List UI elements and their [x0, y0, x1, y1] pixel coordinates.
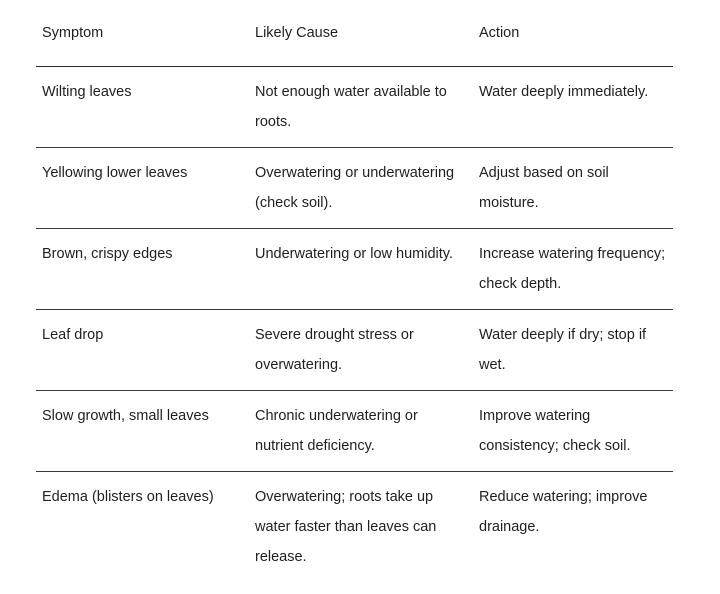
cell-symptom: Wilting leaves — [36, 66, 249, 147]
cell-cause: Overwatering or underwatering (check soil). — [249, 147, 473, 228]
table-header — [36, 0, 673, 66]
header-likely-cause: Likely Cause — [249, 0, 473, 66]
table-row — [36, 228, 673, 309]
cell-action: Adjust based on soil moisture. — [473, 147, 673, 228]
table-row — [36, 66, 673, 147]
cell-action: Water deeply immediately. — [473, 66, 673, 147]
cell-symptom: Yellowing lower leaves — [36, 147, 249, 228]
table-row — [36, 471, 673, 582]
cell-cause: Overwatering; roots take up water faster than leaves can release. — [255, 488, 437, 565]
cell-action: Water deeply if dry; stop if wet. — [473, 309, 673, 390]
cell-cause: Severe drought stress or overwatering. — [249, 309, 473, 390]
cell-cause: Chronic underwatering or nutrient deficiency. — [249, 390, 473, 471]
table-row — [36, 309, 673, 390]
table-body — [36, 66, 673, 582]
cell-cause: Not enough water available to roots. — [249, 66, 473, 147]
header-action: Action — [473, 0, 673, 66]
table-row — [36, 147, 673, 228]
cell-cause: Underwatering or low humidity. — [249, 228, 473, 309]
cell-symptom: Slow growth, small leaves — [36, 390, 249, 471]
cell-symptom: Brown, crispy edges — [36, 228, 249, 309]
cell-action: Reduce watering; improve drainage. — [479, 488, 648, 535]
cell-action: Improve watering consistency; check soil. — [473, 390, 673, 471]
header-symptom: Symptom — [36, 0, 249, 66]
symptom-table — [36, 0, 673, 582]
header-row — [36, 0, 673, 66]
cell-symptom: Leaf drop — [36, 309, 249, 390]
cell-action: Increase watering frequency; check depth. — [473, 228, 673, 309]
table-row — [36, 390, 673, 471]
symptom-table-container — [36, 0, 673, 582]
cell-symptom: Edema (blisters on leaves) — [42, 488, 214, 505]
